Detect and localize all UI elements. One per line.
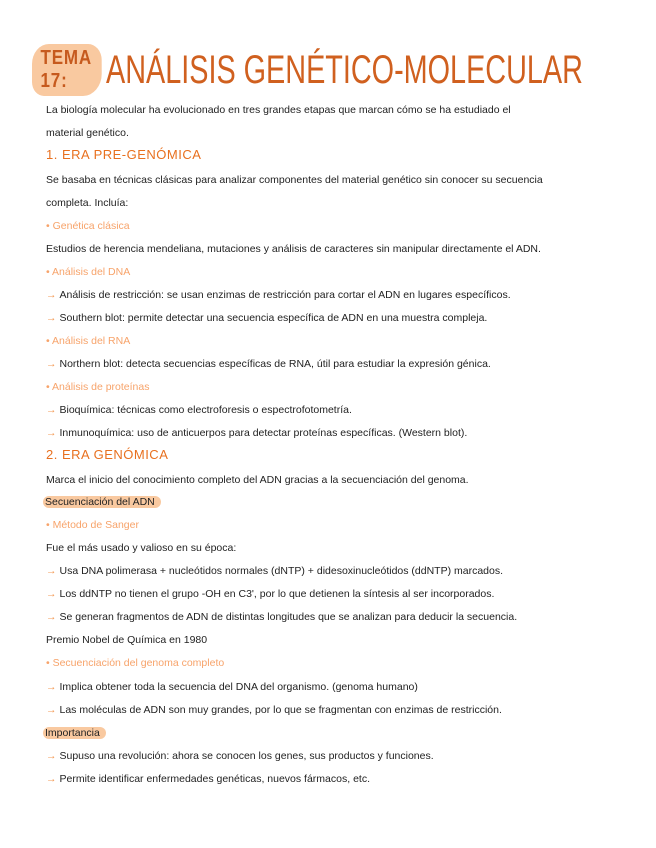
genoma-item-1: → Implica obtener toda la secuencia del DNA del organismo. (genoma humano): [46, 681, 418, 693]
proteinas-item-2: → Inmunoquímica: uso de anticuerpos para detectar proteínas específicas. (Western blot).: [46, 427, 468, 439]
bullet-metodo-sanger: • Método de Sanger: [46, 519, 139, 531]
arrow-icon: →: [46, 750, 57, 762]
arrow-icon: →: [46, 681, 57, 693]
sanger-item-3: → Se generan fragmentos de ADN de distintas longitudes que se analizan para deducir la secuencia.: [46, 611, 518, 623]
secuenciacion-label: [46, 495, 161, 509]
highlight-importancia: Importancia: [43, 727, 106, 739]
highlight-secuenciacion: Secuenciación del ADN: [43, 496, 161, 508]
sanger-intro: Fue el más usado y valioso en su época:: [46, 542, 237, 554]
bullet-analisis-dna: • Análisis del DNA: [46, 266, 131, 278]
arrow-icon: →: [46, 611, 57, 623]
arrow-icon: →: [46, 312, 57, 324]
bullet-analisis-rna: • Análisis del RNA: [46, 335, 131, 347]
arrow-icon: →: [46, 358, 57, 370]
tema-label: TEMA 17:: [32, 44, 102, 96]
importancia-item-1: → Supuso una revolución: ahora se conocen los genes, sus productos y funciones.: [46, 750, 434, 762]
arrow-icon: →: [46, 588, 57, 600]
importancia-item-2: → Permite identificar enfermedades genéticas, nuevos fármacos, etc.: [46, 773, 370, 785]
rna-item-1: → Northern blot: detecta secuencias específicas de RNA, útil para estudiar la expresión génica.: [46, 358, 491, 370]
bullet-genetica-clasica: • Genética clásica: [46, 220, 130, 232]
intro-line-2: material genético.: [46, 127, 129, 139]
importancia-label: [46, 726, 106, 740]
section1-intro-2: completa. Incluía:: [46, 197, 129, 209]
section2-heading: 2. ERA GENÓMICA: [46, 447, 169, 462]
arrow-icon: →: [46, 704, 57, 716]
arrow-icon: →: [46, 289, 57, 301]
arrow-icon: →: [46, 773, 57, 785]
arrow-icon: →: [46, 427, 57, 439]
arrow-icon: →: [46, 565, 57, 577]
page-title: ANÁLISIS GENÉTICO-MOLECULAR: [105, 47, 583, 92]
dna-item-2: → Southern blot: permite detectar una secuencia específica de ADN en una muestra compleja.: [46, 312, 488, 324]
bullet-genoma-completo: • Secuenciación del genoma completo: [46, 657, 225, 669]
nobel-text: Premio Nobel de Química en 1980: [46, 634, 208, 646]
proteinas-item-1: → Bioquímica: técnicas como electroforesis o espectrofotometría.: [46, 404, 352, 416]
title-row: [32, 40, 656, 100]
genoma-item-2: → Las moléculas de ADN son muy grandes, por lo que se fragmentan con enzimas de restricción.: [46, 704, 502, 716]
section2-intro: Marca el inicio del conocimiento completo del ADN gracias a la secuenciación del genoma.: [46, 474, 469, 486]
section1-intro-1: Se basaba en técnicas clásicas para analizar componentes del material genético sin conocer su secuencia: [46, 174, 543, 186]
intro-line-1: La biología molecular ha evolucionado en tres grandes etapas que marcan cómo se ha estudiado el: [46, 104, 511, 116]
section1-heading: 1. ERA PRE-GENÓMICA: [46, 147, 202, 162]
genetica-text: Estudios de herencia mendeliana, mutaciones y análisis de caracteres sin manipular directamente el ADN.: [46, 243, 541, 255]
sanger-item-2: → Los ddNTP no tienen el grupo -OH en C3', por lo que detienen la síntesis al ser incorporados.: [46, 588, 495, 600]
arrow-icon: →: [46, 404, 57, 416]
bullet-analisis-proteinas: • Análisis de proteínas: [46, 381, 150, 393]
dna-item-1: → Análisis de restricción: se usan enzimas de restricción para cortar el ADN en lugares específicos.: [46, 289, 511, 301]
sanger-item-1: → Usa DNA polimerasa + nucleótidos normales (dNTP) + didesoxinucleótidos (ddNTP) marcados.: [46, 565, 504, 577]
